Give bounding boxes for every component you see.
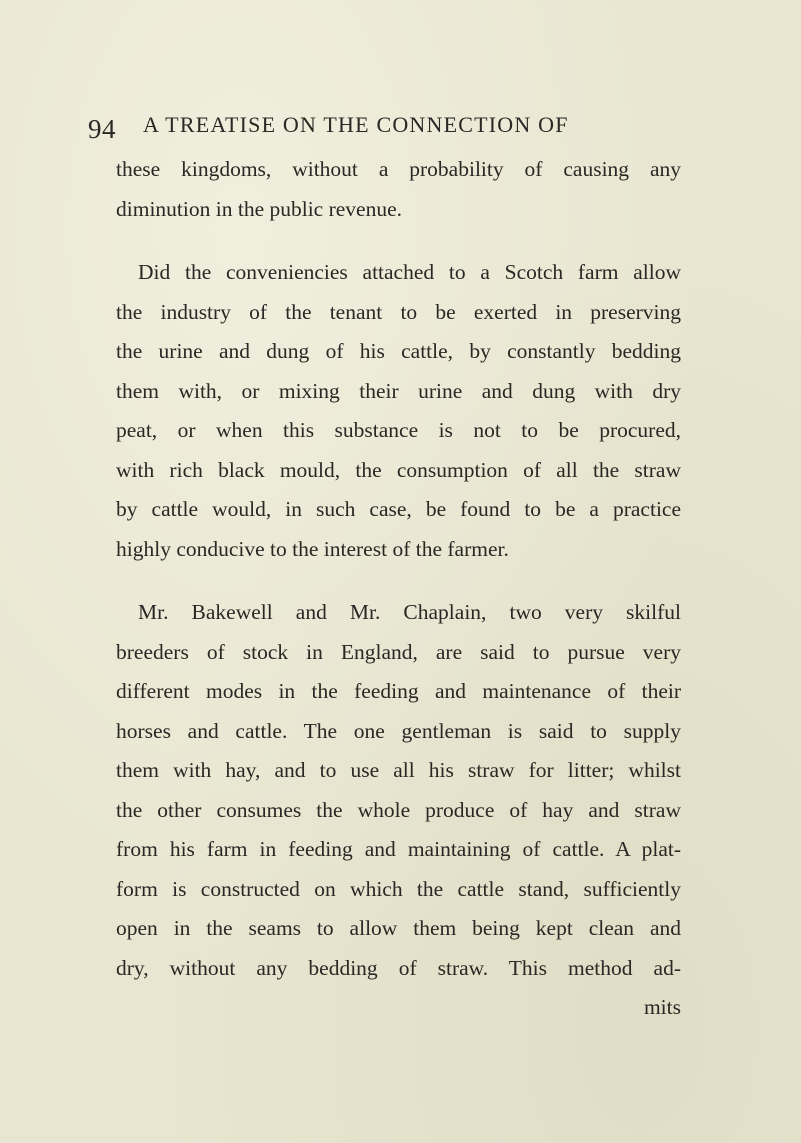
text-line: them with hay, and to use all his straw for litter; whilst: [116, 758, 681, 782]
text-line: these kingdoms, without a probability of causing any: [116, 157, 681, 181]
text-line: with rich black mould, the consumption of all the straw: [116, 457, 681, 482]
catchword: mits: [643, 995, 681, 1019]
text-line: different modes in the feeding and maintenance of their: [116, 679, 681, 703]
body-text: [116, 150, 681, 1028]
text-line: Mr. Bakewell and Mr. Chaplain, two very skilful: [138, 600, 681, 624]
text-line: dry, without any bedding of straw. This method ad-: [116, 955, 681, 980]
text-line: diminution in the public revenue.: [116, 196, 403, 221]
text-line: Did the conveniencies attached to a Scotch farm allow: [138, 260, 681, 284]
running-title: A TREATISE ON THE CONNECTION OF: [143, 112, 569, 137]
text-line: breeders of stock in England, are said to pursue very: [116, 639, 681, 664]
text-line: from his farm in feeding and maintaining of cattle. A plat-: [116, 837, 681, 861]
text-line: highly conducive to the interest of the farmer.: [116, 536, 509, 561]
page-number: 94: [88, 114, 116, 144]
text-line: horses and cattle. The one gentleman is said to supply: [116, 718, 681, 743]
paragraph-1: [116, 150, 681, 229]
text-line: the other consumes the whole produce of hay and straw: [116, 797, 681, 822]
text-line: form is constructed on which the cattle stand, sufficiently: [116, 876, 681, 901]
text-line: them with, or mixing their urine and dung with dry: [116, 378, 681, 403]
paragraph-2: [116, 253, 681, 569]
text-line: the urine and dung of his cattle, by constantly bedding: [116, 339, 681, 363]
paragraph-3: [116, 593, 681, 1028]
text-line: the industry of the tenant to be exerted in preserving: [116, 299, 681, 324]
text-line: by cattle would, in such case, be found to be a practice: [116, 497, 681, 521]
text-line: open in the seams to allow them being kept clean and: [116, 916, 681, 940]
running-head: [88, 112, 728, 148]
text-line: peat, or when this substance is not to be procured,: [116, 418, 681, 442]
